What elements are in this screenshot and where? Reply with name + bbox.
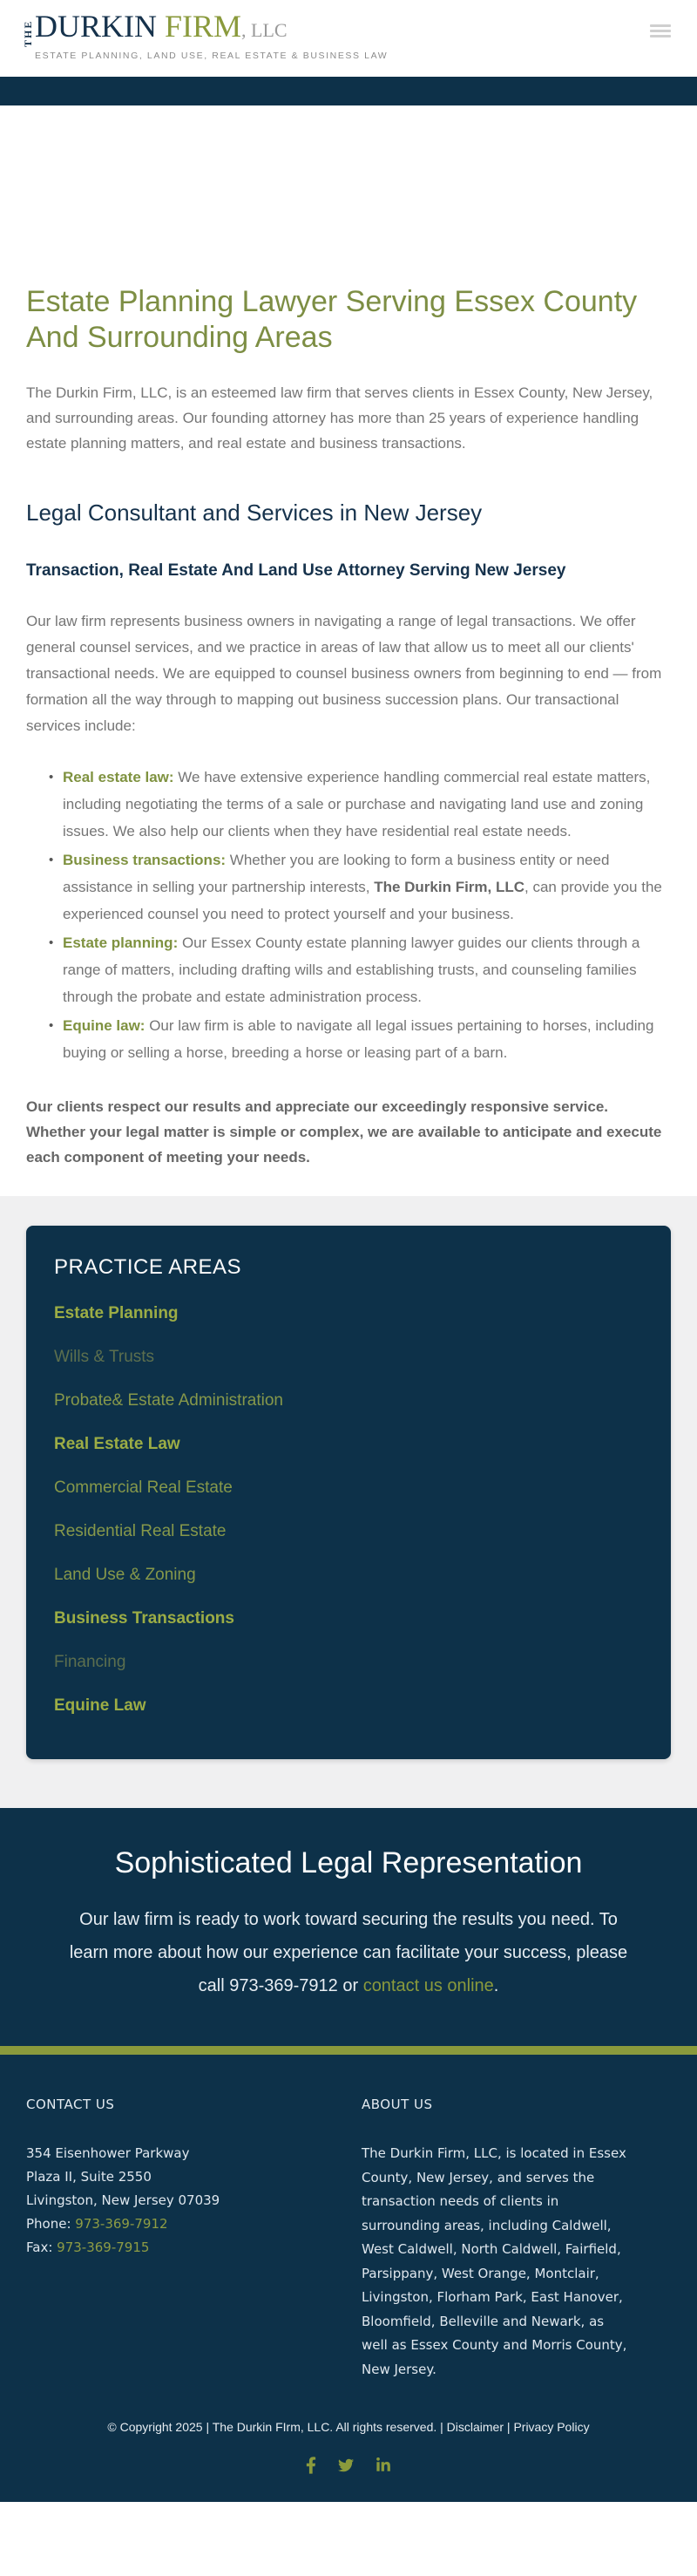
footer-about-column [362,2097,671,2382]
copyright-bar [0,2382,697,2434]
bullet-text: Our Essex County estate planning lawyer guides our clients through a range of matters, including drafting wills and establishing trusts, and counseling families through the probate and estate administration process. [63,935,640,1005]
services-list [26,764,671,1066]
address-line: Livingston, New Jersey 07039 [26,2192,220,2208]
cta-text [61,1903,636,2002]
contact-us-online-link[interactable]: contact us online [362,1976,494,1995]
practice-area-link-residential-real-estate[interactable]: Residential Real Estate [54,1522,227,1540]
address-line: Plaza II, Suite 2550 [26,2169,152,2185]
privacy-policy-link[interactable]: Privacy Policy [513,2420,590,2434]
linkedin-icon[interactable] [376,2457,391,2473]
logo-the-text: THE [22,19,34,47]
social-links [0,2434,697,2502]
main-content [0,105,697,1170]
logo-firm-text: FIRM [157,9,242,44]
footer-columns [0,2097,697,2382]
hero-spacer [26,105,671,284]
page-title: Estate Planning Lawyer Serving Essex County And Surrounding Areas [26,285,638,354]
closing-paragraph: Our clients respect our results and appreciate our exceedingly responsive service. Whether your legal matter is simple or complex, we are available to anticipate and execute each component of meeting your needs. [26,1098,662,1166]
fax-line [26,2236,362,2260]
olive-divider [0,2046,697,2055]
cta-phone-number: 973-369-7912 [229,1976,338,1995]
practice-area-link-commercial-real-estate[interactable]: Commercial Real Estate [54,1478,233,1497]
phone-line [26,2212,362,2236]
list-item [63,764,671,845]
practice-area-link-equine-law[interactable]: Equine Law [54,1696,146,1715]
practice-areas-card [26,1226,671,1759]
fax-link[interactable]: 973-369-7915 [57,2240,150,2255]
site-header [0,0,697,77]
logo-llc-text: , LLC [241,19,288,41]
cta-text-middle: or [337,1976,363,1995]
bullet-text: We have extensive experience handling commercial real estate matters, including negotiating the terms of a sale or purchase and navigating land use and zoning issues. We also help our clients when they have residential real estate needs. [63,769,651,839]
phone-label: Phone: [26,2216,76,2232]
bullet-text: Our law firm is able to navigate all legal issues pertaining to horses, including buying or selling a horse, breeding a horse or leasing part of a barn. [63,1017,654,1061]
about-us-text: The Durkin Firm, LLC, is located in Essex County, New Jersey, and serves the transaction needs of clients in surrounding areas, including Caldwell, West Caldwell, North Caldwell, Fairfield, Parsippany, West Orange, Montclair, Livingston, Florham Park, East Hanover, Bloomfield, Belleville and Newark, as well as Essex County and Morris County, New Jersey. [362,2145,627,2377]
practice-areas-band [0,1196,697,1808]
logo-name [35,9,388,48]
bullet-lead: Equine law: [63,1017,145,1034]
list-item [63,1012,671,1066]
fax-label: Fax: [26,2240,58,2255]
top-navy-bar [0,77,697,105]
cta-title: Sophisticated Legal Representation [114,1846,583,1879]
bullet-lead: Real estate law: [63,769,174,785]
logo-main [35,9,388,61]
logo-durkin-text: DURKIN [35,9,157,44]
list-item [63,846,671,928]
practice-area-link-real-estate-law[interactable]: Real Estate Law [54,1435,180,1453]
bullet-text: Whether you are looking to form a business entity or need assistance in selling your partnership interests, [63,852,610,895]
footer-contact-column [26,2097,362,2382]
bullet-text: , can provide you the experienced counsel you need to protect yourself and your business. [63,879,662,922]
list-item [63,929,671,1010]
practice-area-link-business-transactions[interactable]: Business Transactions [54,1609,234,1628]
practice-area-link-land-use-zoning[interactable]: Land Use & Zoning [54,1566,196,1584]
bold-firm-name: The Durkin Firm, LLC [374,879,525,895]
about-us-heading: ABOUT US [362,2097,433,2112]
practice-area-link-probate[interactable]: Probate& Estate Administration [54,1391,283,1410]
practice-area-link-financing[interactable]: Financing [54,1653,126,1671]
twitter-icon[interactable] [337,2457,355,2473]
section-subheading: Transaction, Real Estate And Land Use Attorney Serving New Jersey [26,561,566,580]
practice-areas-title: PRACTICE AREAS [54,1255,242,1279]
cta-text-before: Our law firm is ready to work toward securing the results you need. To learn more about how our experience can facilitate your success, please call [69,1910,628,1995]
copyright-separator: | [504,2420,514,2434]
bottom-gap [0,2502,697,2576]
address-line: 354 Eisenhower Parkway [26,2145,190,2161]
intro-paragraph: The Durkin Firm, LLC, is an esteemed law firm that serves clients in Essex County, New Jersey, and surrounding areas. Our founding attorney has more than 25 years of experience handling estate planning matters, and real estate and business transactions. [26,384,653,452]
practice-area-link-wills-trusts[interactable]: Wills & Trusts [54,1348,155,1366]
phone-link[interactable]: 973-369-7912 [75,2216,168,2232]
services-intro-paragraph: Our law firm represents business owners in navigating a range of legal transactions. We offer general counsel services, and we practice in areas of law that allow us to meet all our clients' transactional needs. We are equipped to counsel business owners from beginning to end — from formation all the way through to mapping out business succession plans. Our transactional services include: [26,613,662,734]
firm-logo[interactable] [22,9,388,61]
cta-section [0,1808,697,2046]
site-footer [0,2055,697,2502]
practice-area-link-estate-planning[interactable]: Estate Planning [54,1304,179,1322]
hamburger-menu-icon[interactable] [650,24,671,40]
contact-us-heading: CONTACT US [26,2097,115,2112]
facebook-icon[interactable] [306,2457,316,2474]
cta-text-after: . [493,1976,499,1995]
copyright-text: © Copyright 2025 | The Durkin FIrm, LLC. All rights reserved. | [107,2420,447,2434]
section-heading: Legal Consultant and Services in New Jersey [26,500,483,526]
bullet-lead: Estate planning: [63,935,179,951]
bullet-lead: Business transactions: [63,852,227,868]
logo-tagline: ESTATE PLANNING, LAND USE, REAL ESTATE & BUSINESS LAW [35,51,389,61]
disclaimer-link[interactable]: Disclaimer [446,2420,504,2434]
